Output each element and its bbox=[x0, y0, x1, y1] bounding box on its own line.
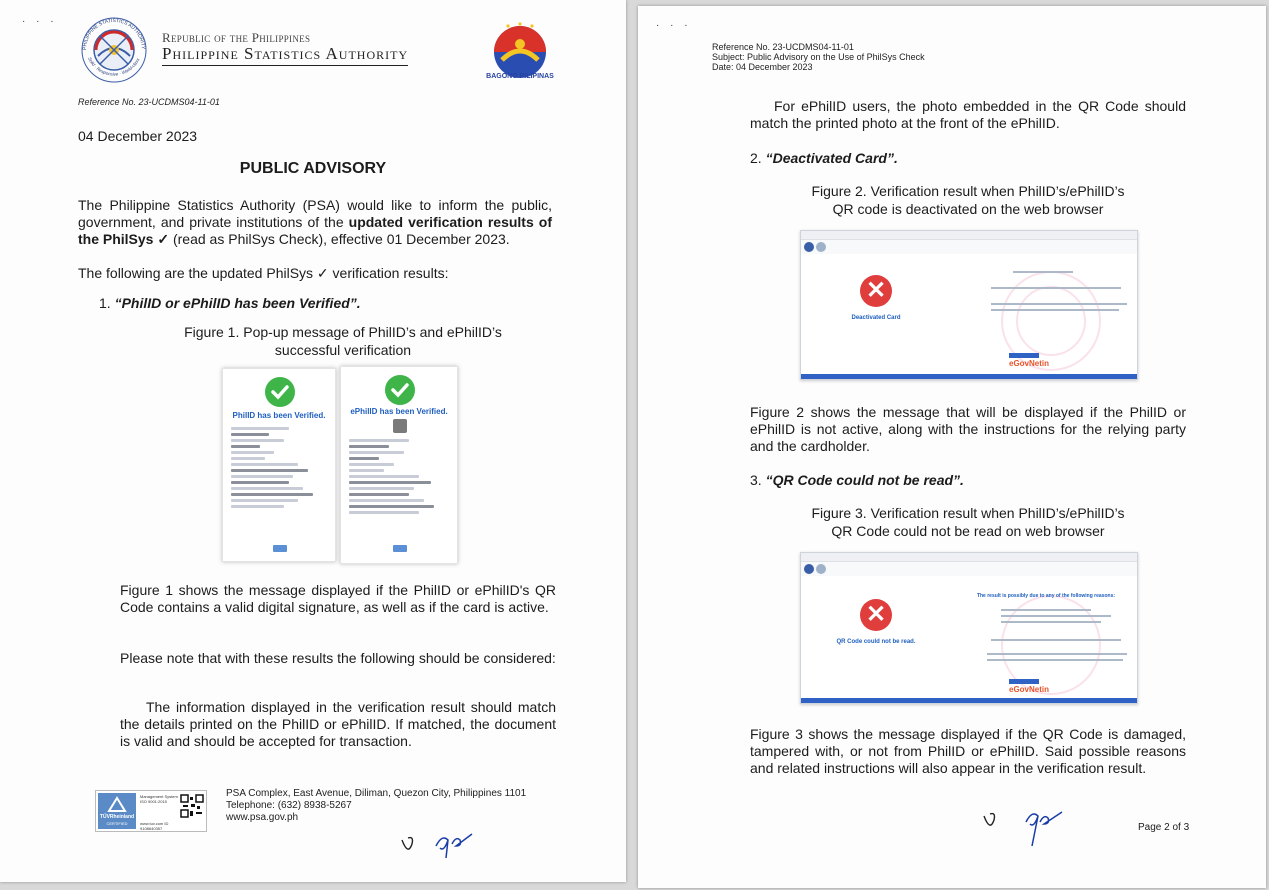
photo-thumbnail bbox=[393, 419, 407, 433]
error-x-icon: ✕ bbox=[860, 599, 892, 631]
fingerprint-decoration bbox=[1016, 286, 1086, 356]
item-3-heading bbox=[750, 472, 964, 488]
item-3-title: “QR Code could not be read”. bbox=[765, 472, 964, 488]
browser-toolbar bbox=[801, 231, 1137, 240]
text-line bbox=[1001, 609, 1091, 611]
text-line bbox=[1001, 615, 1111, 617]
site-logo bbox=[804, 242, 814, 252]
bagong-pilipinas-label: BAGONG PILIPINAS bbox=[486, 73, 554, 80]
subject-line: Subject: Public Advisory on the Use of PhilSys Check bbox=[712, 52, 925, 62]
ok-button[interactable] bbox=[273, 545, 287, 552]
figure-3-browser-screenshot bbox=[800, 552, 1138, 704]
scan-marks: · · · bbox=[22, 16, 58, 27]
intro-text-a: The Philippine Statistics Authority (PSA) would like to inform the public, government, and private institutions of the bbox=[78, 197, 552, 230]
figure-3-caption-line-2: QR Code could not be read on web browser bbox=[831, 523, 1105, 539]
site-logo-2 bbox=[816, 564, 826, 574]
psa-seal-logo bbox=[70, 14, 158, 86]
site-header bbox=[801, 562, 1137, 576]
footer-address-block bbox=[226, 788, 526, 824]
page-number: Page 2 of 3 bbox=[1138, 822, 1190, 833]
tuv-system-text: Management System ISO 9001:2015 bbox=[140, 794, 178, 804]
item-1-heading bbox=[99, 295, 361, 311]
ephilid-verified-card bbox=[340, 366, 458, 564]
item-2-number: 2. bbox=[750, 150, 762, 166]
document-page-1 bbox=[0, 0, 626, 882]
svg-text:PHILIPPINE STATISTICS AUTHORIT: PHILIPPINE STATISTICS AUTHORITY bbox=[81, 17, 147, 51]
figure-2-caption bbox=[750, 182, 1186, 218]
learn-more-button[interactable] bbox=[1009, 679, 1039, 684]
tuv-url-text: www.tuv.com ID 9108640357 bbox=[140, 821, 169, 831]
handwritten-initials bbox=[396, 826, 506, 862]
site-logo bbox=[804, 564, 814, 574]
reference-number: Reference No. 23-UCDMS04-11-01 bbox=[78, 97, 220, 107]
advisory-date: 04 December 2023 bbox=[78, 128, 198, 144]
card-details bbox=[231, 427, 327, 511]
brand-logo: eGovNetin bbox=[1009, 685, 1050, 694]
site-header bbox=[801, 240, 1137, 254]
bagong-pilipinas-logo bbox=[488, 22, 552, 78]
text-line bbox=[991, 309, 1119, 311]
document-page-2 bbox=[638, 6, 1266, 888]
figure-1-caption bbox=[120, 323, 566, 359]
item-1-title: “PhilID or ePhilID has been Verified”. bbox=[114, 295, 361, 311]
ephilid-paragraph: For ePhilID users, the photo embedded in the QR Code should match the printed photo at the front of the ePhilID. bbox=[750, 98, 1186, 131]
note-paragraph: Please note that with these results the following should be considered: bbox=[120, 650, 556, 666]
intro-text-b: (read as PhilSys Check), effective 01 December 2023. bbox=[169, 231, 510, 247]
deactivated-card-message: Deactivated Card bbox=[851, 315, 901, 321]
text-line bbox=[1001, 621, 1101, 623]
figure-2-caption-line-2: QR code is deactivated on the web browser bbox=[832, 201, 1104, 217]
tuv-certified: CERTIFIED bbox=[106, 821, 128, 826]
card-details bbox=[349, 439, 449, 517]
check-icon bbox=[385, 375, 415, 405]
tuv-certification-badge bbox=[95, 790, 207, 832]
ephilid-verified-title: ePhilID has been Verified. bbox=[350, 407, 448, 416]
browser-toolbar bbox=[801, 553, 1137, 562]
learn-more-button[interactable] bbox=[1009, 353, 1039, 358]
reference-line: Reference No. 23-UCDMS04-11-01 bbox=[712, 42, 854, 52]
figure-1-caption-line-1: Figure 1. Pop-up message of PhilID’s and ePhilID’s bbox=[184, 324, 502, 340]
reasons-heading: The result is possibly due to any of the following reasons: bbox=[976, 593, 1116, 599]
intro-text-bold: updated verification results of the PhilSys ✓ bbox=[78, 214, 552, 247]
figure-2-browser-screenshot bbox=[800, 230, 1138, 380]
philid-verified-card bbox=[222, 368, 336, 562]
agency-heading: Philippine Statistics Authority bbox=[162, 44, 408, 66]
figure-1-image bbox=[222, 366, 458, 564]
advisory-title: PUBLIC ADVISORY bbox=[239, 160, 387, 177]
date-line: Date: 04 December 2023 bbox=[712, 62, 813, 72]
brand-logo: eGovNetin bbox=[1009, 359, 1050, 368]
error-x-icon: ✕ bbox=[860, 275, 892, 307]
figure-1-caption-line-2: successful verification bbox=[274, 342, 412, 358]
site-footer bbox=[801, 374, 1137, 379]
figure-3-caption-line-1: Figure 3. Verification result when PhilID’s/ePhilID’s bbox=[811, 505, 1125, 521]
item-2-title: “Deactivated Card”. bbox=[765, 150, 898, 166]
site-footer bbox=[801, 698, 1137, 703]
item-1-number: 1. bbox=[99, 295, 111, 311]
text-line bbox=[987, 659, 1123, 661]
footer-telephone: Telephone: (632) 8938-5267 bbox=[226, 800, 352, 811]
reference-header bbox=[712, 42, 925, 72]
information-paragraph: The information displayed in the verification result should match the details printed on the PhilID or ePhilID. If matched, the document is valid and should be accepted for transaction. bbox=[120, 699, 556, 749]
following-line: The following are the updated PhilSys ✓ verification results: bbox=[78, 265, 449, 281]
text-line bbox=[991, 287, 1121, 289]
svg-text:Solid · Responsive · World-cla: Solid · Responsive · World-class bbox=[87, 56, 141, 77]
republic-heading: Republic of the Philippines bbox=[162, 30, 311, 45]
tuv-logo bbox=[98, 793, 136, 829]
item-2-heading bbox=[750, 150, 898, 166]
ok-button[interactable] bbox=[393, 545, 407, 552]
figure-2-caption-line-1: Figure 2. Verification result when PhilID’s/ePhilID’s bbox=[811, 183, 1125, 199]
figure-1-description: Figure 1 shows the message displayed if the PhilID or ePhilID's QR Code contains a valid digital signature, as well as if the card is active. bbox=[120, 582, 556, 615]
qr-unreadable-message: QR Code could not be read. bbox=[836, 639, 916, 645]
footer-address: PSA Complex, East Avenue, Diliman, Quezon City, Philippines 1101 bbox=[226, 788, 527, 799]
figure-3-caption bbox=[750, 504, 1186, 540]
figure-3-description: Figure 3 shows the message displayed if the QR Code is damaged, tampered with, or not from PhilID or ePhilID. Said possible reasons and related instructions will also appear in the verification result. bbox=[750, 726, 1186, 776]
scan-marks: · · · bbox=[656, 20, 692, 31]
check-icon bbox=[265, 377, 295, 407]
philid-verified-title: PhilID has been Verified. bbox=[232, 411, 326, 420]
item-3-number: 3. bbox=[750, 472, 762, 488]
text-line bbox=[991, 639, 1121, 641]
text-line bbox=[991, 303, 1127, 305]
footer-website: www.psa.gov.ph bbox=[226, 812, 299, 823]
qr-code-icon bbox=[180, 794, 204, 818]
text-line bbox=[1013, 271, 1073, 273]
figure-2-description: Figure 2 shows the message that will be displayed if the PhilID or ePhilID is not active, along with the instructions for the relying party and the cardholder. bbox=[750, 404, 1186, 454]
tuv-label: TÜVRheinland bbox=[99, 814, 135, 820]
site-logo-2 bbox=[816, 242, 826, 252]
text-line bbox=[987, 653, 1127, 655]
handwritten-initials bbox=[978, 806, 1088, 854]
intro-paragraph bbox=[78, 197, 552, 248]
